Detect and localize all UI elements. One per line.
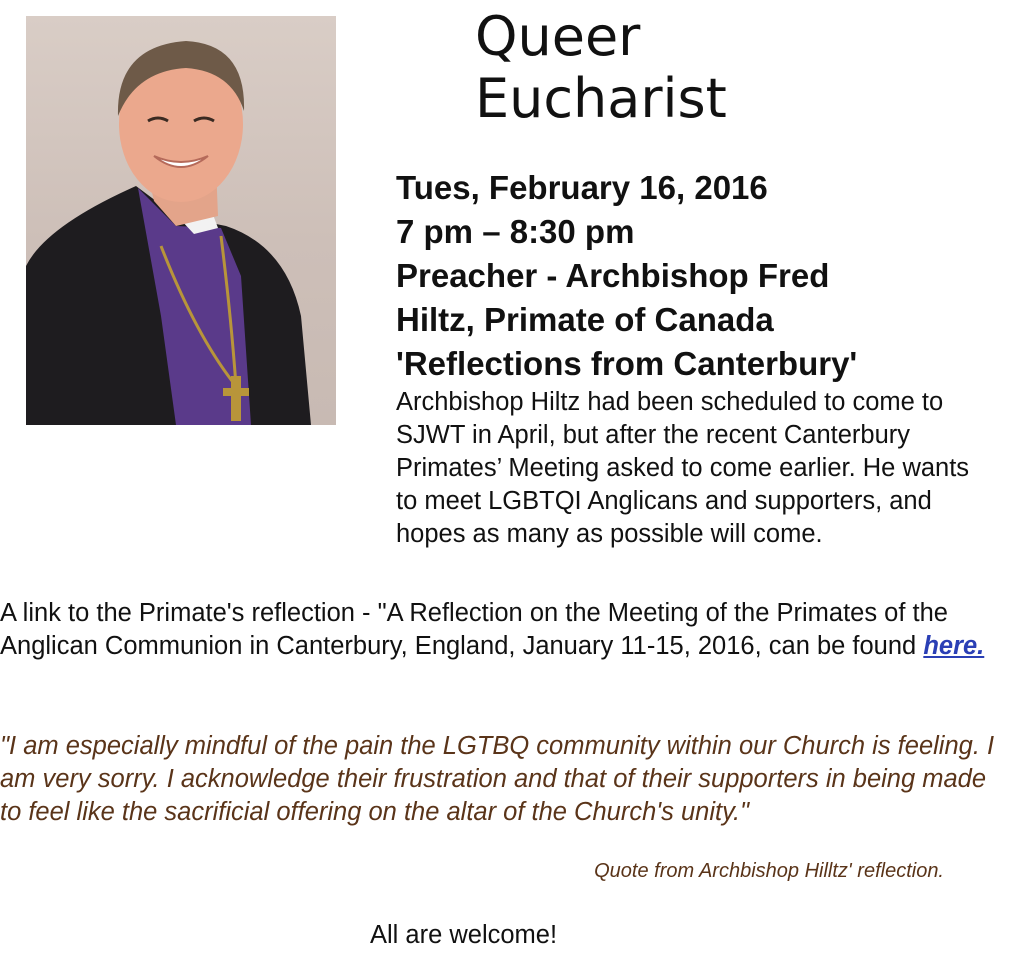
archbishop-photo (26, 16, 336, 425)
event-details (396, 166, 996, 386)
event-topic: 'Reflections from Canterbury' (396, 345, 858, 382)
primate-quote: "I am especially mindful of the pain the LGTBQ community within our Church is feeling. I am very sorry. I acknowledge their frustration and that of their supporters in being made to feel like the sacrificial offering on the altar of the Church's unity." (0, 732, 995, 826)
event-title (475, 6, 727, 130)
reflection-link[interactable]: here. (923, 632, 985, 660)
event-preacher-line-1: Preacher - Archbishop Fred (396, 257, 830, 294)
event-time: 7 pm – 8:30 pm (396, 213, 635, 250)
reflection-link-paragraph (0, 597, 1000, 663)
event-preacher-line-2: Hiltz, Primate of Canada (396, 301, 774, 338)
welcome-message: All are welcome! (370, 921, 558, 949)
event-description: Archbishop Hiltz had been scheduled to come to SJWT in April, but after the recent Canterbury Primates’ Meeting asked to come earlier. He wants to meet LGBTQI Anglicans and supporters, and hopes as many as possible will come. (396, 388, 970, 548)
event-date: Tues, February 16, 2016 (396, 169, 768, 206)
title-line-1: Queer (475, 5, 641, 68)
quote-attribution: Quote from Archbishop Hilltz' reflection. (594, 860, 944, 882)
reflection-link-text: A link to the Primate's reflection - "A Reflection on the Meeting of the Primates of the Anglican Communion in Canterbury, England, January 11-15, 2016, can be found (0, 599, 948, 660)
title-line-2: Eucharist (475, 67, 727, 130)
portrait-icon (26, 16, 336, 425)
